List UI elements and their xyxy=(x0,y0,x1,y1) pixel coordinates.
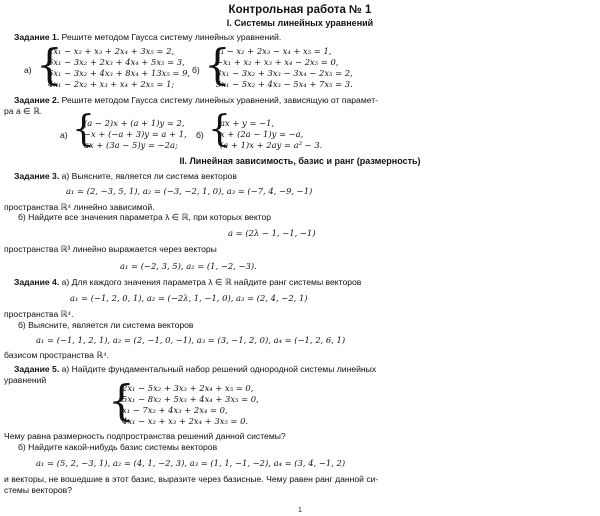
task-5a-question: Чему равна размерность подпространства решений данной системы? xyxy=(4,431,286,441)
task-3a-tail: пространства ℝ⁴ линейно зависимой. xyxy=(4,202,155,212)
task-1b-eq-2: −x₁ + x₂ + x₃ + x₄ − 2x₅ = 0, xyxy=(216,57,339,67)
task-1-text: Решите методом Гаусса систему линейных уравнений. xyxy=(61,32,282,42)
task-5-eq-2: 5x₁ − 8x₂ + 5x₃ + 4x₄ + 3x₅ = 0, xyxy=(122,394,259,404)
task-2a-eq-2: −x + (−a + 3)y = a + 1, xyxy=(84,129,187,139)
task-2b-eq-1: ax + y = −1, xyxy=(220,118,275,128)
task-3-label: Задание 3. xyxy=(14,171,60,181)
task-2a-label: а) xyxy=(60,130,68,140)
task-4-label: Задание 4. xyxy=(14,277,60,287)
task-2b-label: б) xyxy=(196,130,204,140)
task-2b-eq-2: x + (2a − 1)y = −a, xyxy=(220,129,304,139)
task-2b-brace: { xyxy=(208,109,231,150)
task-5a-text-cont: уравнений xyxy=(4,375,47,385)
task-1a-eq-4: 4x₁ − 2x₂ + x₃ + x₄ + 2x₅ = 1; xyxy=(48,79,175,89)
task-1b-label: б) xyxy=(192,65,200,75)
page-title: Контрольная работа № 1 xyxy=(228,4,372,16)
task-4b-tail: базисом пространства ℝ⁴. xyxy=(4,350,110,360)
task-5-statement xyxy=(14,364,376,374)
task-4a-vectors: a₁ = (−1, 2, 0, 1), a₂ = (−2λ, 1, −1, 0), a₃ = (2, 4, −2, 1) xyxy=(70,293,308,303)
task-2a-eq-3: ax + (3a − 5)y = −2a; xyxy=(84,140,178,150)
task-3b-vector: a = (2λ − 1, −1, −1) xyxy=(228,228,316,238)
task-5b-tail-cont: стемы векторов? xyxy=(4,485,73,495)
task-1a-eq-2: 6x₁ − 3x₂ + 2x₃ + 4x₄ + 5x₅ = 3, xyxy=(48,57,185,67)
task-3b-mid: пространства ℝ³ линейно выражается через векторы xyxy=(4,244,217,254)
task-5b-vectors: a₁ = (5, 2, −3, 1), a₂ = (4, 1, −2, 3), a₃ = (1, 1, −1, −2), a₄ = (3, 4, −1, 2) xyxy=(36,458,346,468)
section-2-heading: II. Линейная зависимость, базис и ранг (размерность) xyxy=(179,156,421,166)
task-3a-text: а) Выясните, является ли система векторов xyxy=(61,171,237,181)
task-5b-text: б) Найдите какой-нибудь базис системы векторов xyxy=(18,442,218,452)
task-5-label: Задание 5. xyxy=(14,364,60,374)
task-1b-eq-3: 3x₁ − 3x₂ + 3x₃ − 3x₄ − 2x₅ = 2, xyxy=(216,68,353,78)
task-4b-vectors: a₁ = (−1, 1, 2, 1), a₂ = (2, −1, 0, −1), a₃ = (3, −1, 2, 0), a₄ = (−1, 2, 6, 1) xyxy=(36,335,346,345)
task-4a-text: а) Для каждого значения параметра λ ∈ ℝ найдите ранг системы векторов xyxy=(61,277,362,287)
page-number: 1 xyxy=(298,507,302,514)
task-4a-tail: пространства ℝ⁴. xyxy=(4,309,74,319)
task-5-eq-1: 2x₁ − 5x₂ + 3x₃ + 2x₄ + x₅ = 0, xyxy=(122,383,254,393)
task-2-label: Задание 2. xyxy=(14,95,60,105)
task-2-statement xyxy=(14,95,378,105)
task-2-text-cont: ра a ∈ ℝ. xyxy=(4,106,43,116)
task-3-statement xyxy=(14,171,237,181)
task-3b-text: б) Найдите все значения параметра λ ∈ ℝ, при которых вектор xyxy=(18,212,272,222)
task-2b-eq-3: (a + 1)x + 2ay = a² − 3. xyxy=(220,140,323,150)
task-1b-eq-1: x₁ − x₂ + 2x₃ − x₄ + x₅ = 1, xyxy=(216,46,332,56)
task-5-brace: { xyxy=(108,376,135,425)
task-1a-brace: { xyxy=(36,40,63,89)
task-2-text: Решите методом Гаусса систему линейных уравнений, зависящую от парамет- xyxy=(61,95,379,105)
task-5b-tail: и векторы, не вошедшие в этот базис, выразите через базисные. Чему равен ранг данной си- xyxy=(4,474,379,484)
task-1a-label: а) xyxy=(24,65,32,75)
task-1b-brace: { xyxy=(204,40,231,89)
section-1-heading: I. Системы линейных уравнений xyxy=(226,18,374,28)
task-1b-eq-4: 5x₁ − 5x₂ + 4x₃ − 5x₄ + 7x₅ = 3. xyxy=(216,79,353,89)
task-4-statement xyxy=(14,277,361,287)
task-1a-eq-3: 6x₁ − 3x₂ + 4x₃ + 8x₄ + 13x₅ = 9, xyxy=(48,68,191,78)
task-2a-brace: { xyxy=(72,109,95,150)
task-3a-vectors: a₁ = (2, −3, 5, 1), a₂ = (−3, −2, 1, 0), a₃ = (−7, 4, −9, −1) xyxy=(66,186,313,196)
task-1a-eq-1: 2x₁ − x₂ + x₃ + 2x₄ + 3x₅ = 2, xyxy=(48,46,175,56)
task-5a-text: а) Найдите фундаментальный набор решений однородной системы линейных xyxy=(61,364,377,374)
task-4b-text: б) Выясните, является ли система векторов xyxy=(18,320,194,330)
task-5-eq-4: 4x₁ − x₂ + x₃ + 2x₄ + 3x₅ = 0. xyxy=(122,416,249,426)
task-5-eq-3: x₁ − 7x₂ + 4x₃ + 2x₄ = 0, xyxy=(122,405,228,415)
task-3b-vectors: a₁ = (−2, 3, 5), a₂ = (1, −2, −3). xyxy=(120,261,257,271)
task-1-label: Задание 1. xyxy=(14,32,60,42)
task-2a-eq-1: (a − 2)x + (a + 1)y = 2, xyxy=(84,118,185,128)
